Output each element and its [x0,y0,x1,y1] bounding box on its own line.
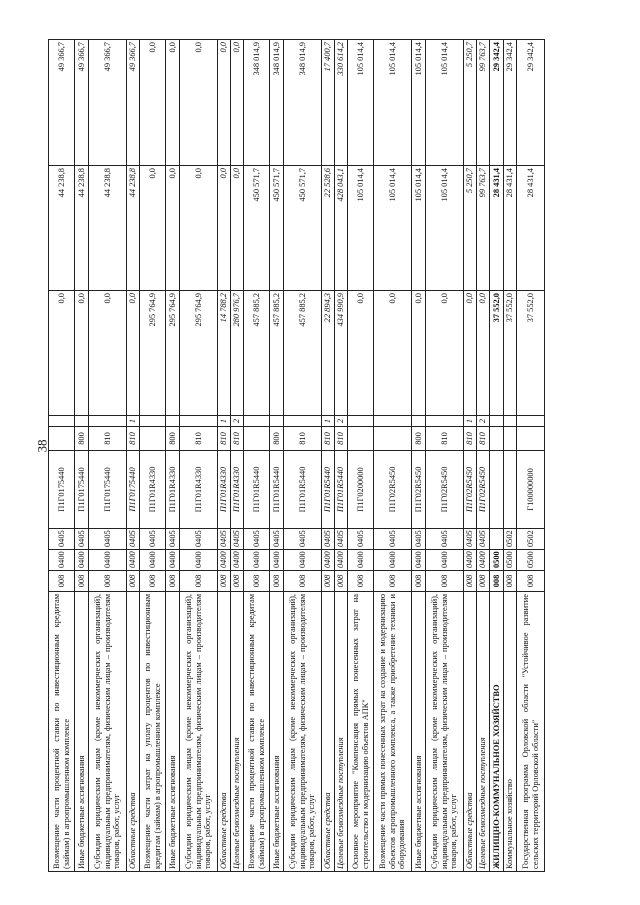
amount-year-2: 105 014,4 [426,166,464,291]
subsection-code: 0405 [140,529,166,550]
target-article-code: П1Г01R4330 [218,451,231,529]
amount-year-2: 28 431,4 [504,166,517,291]
expense-type-code: 810 [335,427,348,451]
row-name: Целевые безвозмездные поступления [477,592,490,872]
subsection-code: 0405 [477,529,490,550]
source-type-code [348,416,374,427]
amount-year-2: 0,0 [140,166,166,291]
expense-type-code: 810 [477,427,490,451]
source-type-code [180,416,218,427]
grbs-code: 008 [374,571,412,592]
section-code: 0500 [504,550,517,571]
amount-year-3: 348 014,9 [284,40,322,166]
row-name: Государственная программа Орловской области "Устойчивое развитие сельских территорий Орловской области" [517,592,545,872]
amount-year-3: 49 366,7 [49,40,75,166]
source-type-code: 1 [322,416,335,427]
grbs-code: 008 [464,571,477,592]
expense-type-code: 810 [231,427,244,451]
table-row [374,40,412,872]
section-code: 0400 [322,550,335,571]
budget-table [48,39,545,872]
table-row [284,40,322,872]
expense-type-code: 810 [89,427,127,451]
source-type-code [166,416,180,427]
amount-year-3: 0,0 [166,40,180,166]
target-article-code: П1Г01R5440 [284,451,322,529]
amount-year-2: 28 431,4 [517,166,545,291]
grbs-code: 008 [426,571,464,592]
grbs-code: 008 [244,571,270,592]
source-type-code: 1 [127,416,140,427]
amount-year-3: 0,0 [231,40,244,166]
section-code: 0400 [284,550,322,571]
table-row [49,40,75,872]
target-article-code: П1Г0175440 [49,451,75,529]
amount-year-1: 0,0 [412,291,426,416]
subsection-code: 0405 [348,529,374,550]
section-code: 0400 [127,550,140,571]
source-type-code [426,416,464,427]
subsection-code: 0405 [374,529,412,550]
amount-year-1: 0,0 [348,291,374,416]
amount-year-1: 457 885,2 [284,291,322,416]
amount-year-3: 49 366,7 [75,40,89,166]
subsection-code [490,529,504,550]
amount-year-2: 28 431,4 [490,166,504,291]
expense-type-code: 810 [322,427,335,451]
row-name: Областные средства [218,592,231,872]
amount-year-3: 330 614,2 [335,40,348,166]
amount-year-3: 105 014,4 [412,40,426,166]
subsection-code: 0405 [218,529,231,550]
amount-year-2: 0,0 [218,166,231,291]
subsection-code: 0405 [89,529,127,550]
row-name: Областные средства [127,592,140,872]
subsection-code: 0405 [49,529,75,550]
source-type-code: 2 [335,416,348,427]
subsection-code: 0405 [127,529,140,550]
source-type-code [490,416,504,427]
amount-year-2: 99 763,7 [477,166,490,291]
amount-year-1: 295 764,9 [166,291,180,416]
amount-year-1: 37 552,0 [504,291,517,416]
target-article-code: П1Г02R5450 [412,451,426,529]
amount-year-1: 0,0 [374,291,412,416]
row-name: Субсидии юридическим лицам (кроме некоммерческих организаций), индивидуальным предпринимателям, физическим лицам – производителям товаров, работ, услуг [426,592,464,872]
row-name: Целевые безвозмездные поступления [335,592,348,872]
amount-year-1: 0,0 [426,291,464,416]
amount-year-3: 99 763,7 [477,40,490,166]
table-row [231,40,244,872]
subsection-code: 0405 [75,529,89,550]
table-row [75,40,89,872]
expense-type-code [374,427,412,451]
table-row [140,40,166,872]
section-code: 0400 [166,550,180,571]
row-name: Целевые безвозмездные поступления [231,592,244,872]
expense-type-code: 800 [270,427,284,451]
amount-year-3: 0,0 [140,40,166,166]
table-row [426,40,464,872]
amount-year-1: 0,0 [89,291,127,416]
source-type-code [89,416,127,427]
table-row [244,40,270,872]
row-name: Субсидии юридическим лицам (кроме некоммерческих организаций), индивидуальным предпринимателям, физическим лицам – производителям товаров, работ, услуг [89,592,127,872]
table-row [270,40,284,872]
target-article-code: П1Г02R5450 [374,451,412,529]
section-code: 0400 [89,550,127,571]
section-code: 0400 [426,550,464,571]
row-name: Основное мероприятие "Компенсация прямых понесенных затрат на строительство и модернизацию объектов АПК" [348,592,374,872]
section-code: 0400 [477,550,490,571]
expense-type-code: 810 [127,427,140,451]
row-name: Субсидии юридическим лицам (кроме некоммерческих организаций), индивидуальным предпринимателям, физическим лицам – производителям товаров, работ, услуг [284,592,322,872]
amount-year-2: 44 238,8 [75,166,89,291]
grbs-code: 008 [348,571,374,592]
subsection-code: 0405 [180,529,218,550]
target-article-code: П1Г0175440 [127,451,140,529]
grbs-code: 008 [218,571,231,592]
amount-year-3: 29 342,4 [490,40,504,166]
amount-year-2: 450 571,7 [270,166,284,291]
subsection-code: 0405 [464,529,477,550]
amount-year-3: 49 366,7 [89,40,127,166]
amount-year-1: 457 885,2 [270,291,284,416]
source-type-code [517,416,545,427]
table-row [127,40,140,872]
amount-year-3: 105 014,4 [374,40,412,166]
table-row [335,40,348,872]
section-code: 0400 [244,550,270,571]
amount-year-3: 29 342,4 [517,40,545,166]
target-article-code: П1Г0175440 [75,451,89,529]
target-article-code [504,451,517,529]
amount-year-1: 0,0 [49,291,75,416]
grbs-code: 008 [127,571,140,592]
table-row [517,40,545,872]
expense-type-code: 800 [166,427,180,451]
table-row [490,40,504,872]
target-article-code: П1Г01R4330 [231,451,244,529]
section-code: 0400 [140,550,166,571]
row-name: Иные бюджетные ассигнования [270,592,284,872]
target-article-code: П1Г02R5450 [477,451,490,529]
table-row [504,40,517,872]
target-article-code: П1Г01R4330 [166,451,180,529]
subsection-code: 0502 [517,529,545,550]
section-code: 0400 [348,550,374,571]
amount-year-2: 22 528,6 [322,166,335,291]
grbs-code: 008 [412,571,426,592]
source-type-code: 1 [464,416,477,427]
amount-year-1: 295 764,9 [180,291,218,416]
expense-type-code: 800 [75,427,89,451]
amount-year-1: 0,0 [464,291,477,416]
amount-year-1: 295 764,9 [140,291,166,416]
section-code: 0500 [517,550,545,571]
row-name: Иные бюджетные ассигнования [75,592,89,872]
amount-year-1: 37 552,0 [517,291,545,416]
target-article-code: П1Г01R5440 [244,451,270,529]
section-code: 0400 [218,550,231,571]
amount-year-2: 428 043,1 [335,166,348,291]
table-row [89,40,127,872]
grbs-code: 008 [490,571,504,592]
section-code: 0400 [335,550,348,571]
expense-type-code: 800 [412,427,426,451]
table-row [180,40,218,872]
amount-year-2: 105 014,4 [348,166,374,291]
section-code: 0400 [270,550,284,571]
subsection-code: 0405 [322,529,335,550]
amount-year-3: 0,0 [180,40,218,166]
table-row [218,40,231,872]
row-name: Возмещение части процентной ставки по инвестиционным кредитам (займам) в агропромышленном комплексе [244,592,270,872]
grbs-code: 008 [75,571,89,592]
grbs-code: 008 [477,571,490,592]
grbs-code: 008 [270,571,284,592]
subsection-code: 0405 [412,529,426,550]
expense-type-code: 810 [218,427,231,451]
section-code: 0500 [490,550,504,571]
grbs-code: 008 [166,571,180,592]
section-code: 0400 [180,550,218,571]
source-type-code [75,416,89,427]
section-code: 0400 [374,550,412,571]
amount-year-2: 0,0 [180,166,218,291]
amount-year-2: 450 571,7 [244,166,270,291]
amount-year-3: 29 342,4 [504,40,517,166]
amount-year-3: 105 014,4 [348,40,374,166]
row-name: ЖИЛИЩНО-КОММУНАЛЬНОЕ ХОЗЯЙСТВО [490,592,504,872]
source-type-code: 2 [231,416,244,427]
grbs-code: 008 [335,571,348,592]
section-code: 0400 [231,550,244,571]
amount-year-2: 0,0 [231,166,244,291]
subsection-code: 0405 [284,529,322,550]
target-article-code: П1Г01R5440 [270,451,284,529]
amount-year-1: 37 552,0 [490,291,504,416]
grbs-code: 008 [49,571,75,592]
row-name: Иные бюджетные ассигнования [166,592,180,872]
source-type-code [284,416,322,427]
amount-year-2: 105 014,4 [374,166,412,291]
amount-year-1: 14 788,2 [218,291,231,416]
subsection-code: 0405 [426,529,464,550]
table-row [464,40,477,872]
row-name: Возмещение части затрат на уплату процентов по инвестиционным кредитам (займам) в агропромышленном комплексе [140,592,166,872]
amount-year-2: 0,0 [166,166,180,291]
target-article-code: Г100000000 [517,451,545,529]
source-type-code [49,416,75,427]
section-code: 0400 [412,550,426,571]
row-name: Областные средства [464,592,477,872]
expense-type-code [490,427,504,451]
section-code: 0400 [464,550,477,571]
grbs-code: 008 [322,571,335,592]
grbs-code: 008 [231,571,244,592]
amount-year-1: 0,0 [75,291,89,416]
source-type-code: 1 [218,416,231,427]
target-article-code [490,451,504,529]
grbs-code: 008 [504,571,517,592]
row-name: Коммунальное хозяйство [504,592,517,872]
target-article-code: П1Г0175440 [89,451,127,529]
target-article-code: П1Г01R4330 [180,451,218,529]
subsection-code: 0502 [504,529,517,550]
source-type-code [270,416,284,427]
target-article-code: П1Г0200000 [348,451,374,529]
source-type-code [412,416,426,427]
row-name: Иные бюджетные ассигнования [412,592,426,872]
table-row [166,40,180,872]
target-article-code: П1Г02R5450 [464,451,477,529]
row-name: Возмещение части процентной ставки по инвестиционным кредитам (займам) в агропромышленном комплексе [49,592,75,872]
section-code: 0400 [75,550,89,571]
target-article-code: П1Г01R5440 [335,451,348,529]
amount-year-3: 5 250,7 [464,40,477,166]
target-article-code: П1Г02R5450 [426,451,464,529]
grbs-code: 008 [517,571,545,592]
row-name: Субсидии юридическим лицам (кроме некоммерческих организаций), индивидуальным предпринимателям, физическим лицам – производителям товаров, работ, услуг [180,592,218,872]
expense-type-code [504,427,517,451]
subsection-code: 0405 [166,529,180,550]
row-name: Областные средства [322,592,335,872]
grbs-code: 008 [180,571,218,592]
amount-year-3: 348 014,9 [270,40,284,166]
expense-type-code [348,427,374,451]
expense-type-code [140,427,166,451]
table-row [322,40,335,872]
subsection-code: 0405 [335,529,348,550]
amount-year-1: 0,0 [127,291,140,416]
amount-year-1: 280 976,7 [231,291,244,416]
amount-year-3: 0,0 [218,40,231,166]
table-row [348,40,374,872]
amount-year-2: 44 238,8 [127,166,140,291]
section-code: 0400 [49,550,75,571]
table-row [412,40,426,872]
target-article-code: П1Г01R4330 [140,451,166,529]
amount-year-1: 434 990,9 [335,291,348,416]
budget-table-wrapper [48,40,556,872]
amount-year-2: 44 238,8 [89,166,127,291]
amount-year-2: 5 250,7 [464,166,477,291]
table-body [49,40,545,872]
amount-year-3: 49 366,7 [127,40,140,166]
subsection-code: 0405 [244,529,270,550]
amount-year-1: 0,0 [477,291,490,416]
amount-year-3: 348 014,9 [244,40,270,166]
expense-type-code: 810 [284,427,322,451]
amount-year-3: 105 014,4 [426,40,464,166]
expense-type-code: 810 [180,427,218,451]
amount-year-2: 450 571,7 [284,166,322,291]
source-type-code [244,416,270,427]
subsection-code: 0405 [231,529,244,550]
expense-type-code: 810 [464,427,477,451]
subsection-code: 0405 [270,529,284,550]
expense-type-code [517,427,545,451]
amount-year-2: 44 238,8 [49,166,75,291]
grbs-code: 008 [89,571,127,592]
expense-type-code: 810 [426,427,464,451]
source-type-code [374,416,412,427]
source-type-code [504,416,517,427]
table-row [477,40,490,872]
grbs-code: 008 [140,571,166,592]
amount-year-1: 22 894,3 [322,291,335,416]
source-type-code [140,416,166,427]
target-article-code: П1Г01R5440 [322,451,335,529]
expense-type-code [49,427,75,451]
grbs-code: 008 [284,571,322,592]
amount-year-2: 105 014,4 [412,166,426,291]
amount-year-3: 17 400,7 [322,40,335,166]
row-name: Возмещение части прямых понесенных затрат на создание и модернизацию объектов агропромышленного комплекса, а также приобретение техники и оборудования [374,592,412,872]
page-number: 38 [34,439,50,453]
source-type-code: 2 [477,416,490,427]
amount-year-1: 457 885,2 [244,291,270,416]
expense-type-code [244,427,270,451]
